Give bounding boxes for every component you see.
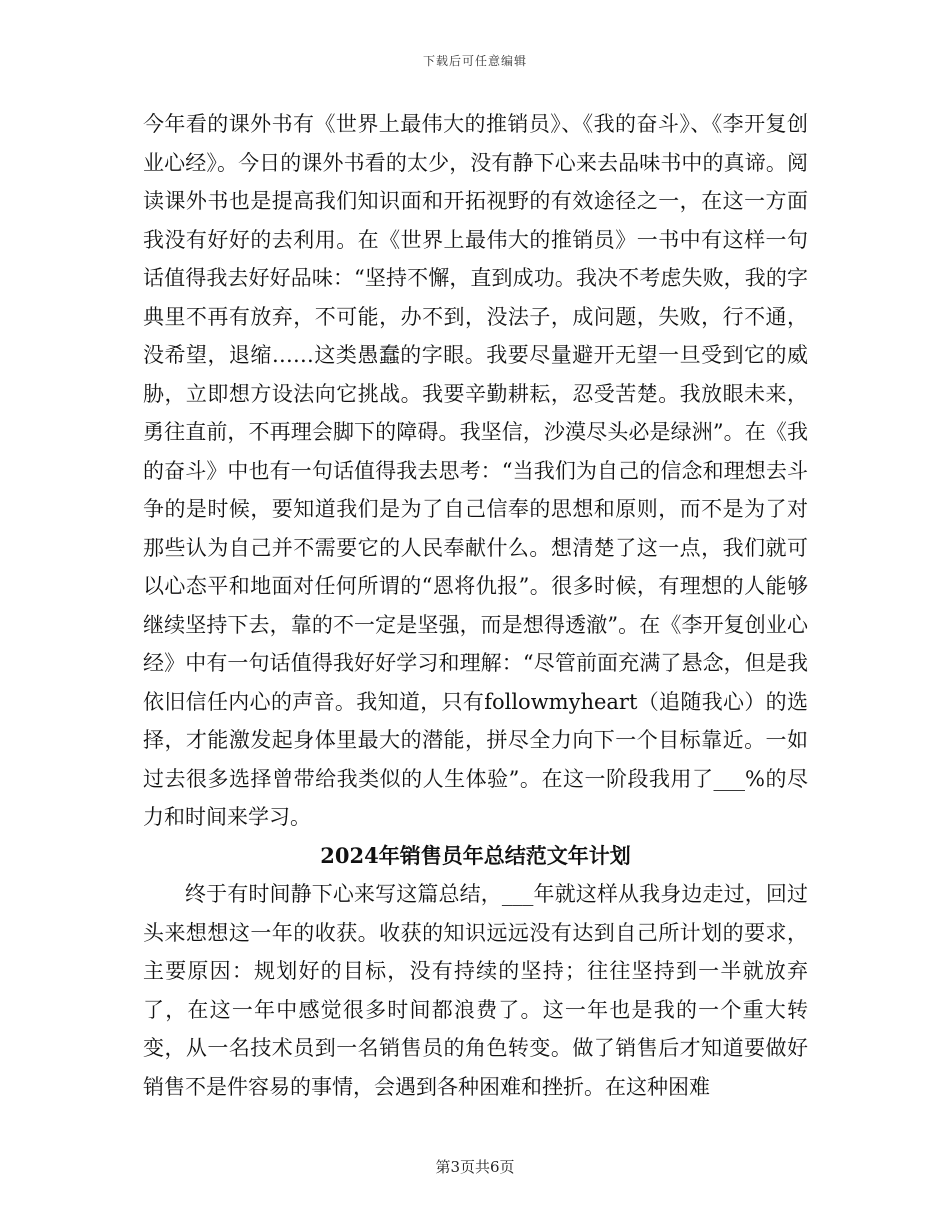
- page-number: 第3页共6页: [435, 1158, 515, 1176]
- body-paragraph: 终于有时间静下心来写这篇总结，___年就这样从我身边走过，回过头来想想这一年的收获。收获的知识远远没有达到自己所计划的要求，主要原因：规划好的目标，没有持续的坚持；往往坚持到一半就放弃了，在这一年中感觉很多时间都浪费了。这一年也是我的一个重大转变，从一名技术员到一名销售员的角色转变。做了销售后才知道要做好销售不是件容易的事情，会遇到各种困难和挫折。在这种困难: [143, 882, 808, 1099]
- page-header: 下载后可任意编辑: [422, 54, 527, 68]
- body-paragraph: 今年看的课外书有《世界上最伟大的推销员》、《我的奋斗》、《李开复创业心经》。今日的课外书看的太少，没有静下心来去品味书中的真谛。阅读课外书也是提高我们知识面和开拓视野的有效途径之一，在这一方面我没有好好的去利用。在《世界上最伟大的推销员》一书中有这样一句话值得我去好好品味：“坚持不懈，直到成功。我决不考虑失败，我的字典里不再有放弃，不可能，办不到，没法子，成问题，失败，行不通，没希望，退缩……这类愚蠢的字眼。我要尽量避开无望一旦受到它的威胁，立即想方设法向它挑战。我要辛勤耕耘，忍受苦楚。我放眼未来，勇往直前，不再理会脚下的障碍。我坚信，沙漠尽头必是绿洲”。在《我的奋斗》中也有一句话值得我去思考：“当我们为自己的信念和理想去斗争的是时候，要知道我们是为了自己信奉的思想和原则，而不是为了对那些认为自己并不需要它的人民奉献什么。想清楚了这一点，我们就可以心态平和地面对任何所谓的“恩将仇报”。很多时候，有理想的人能够继续坚持下去，靠的不一定是坚强，而是想得透澈”。在《李开复创业心经》中有一句话值得我好好学习和理解：“尽管前面充满了悬念，但是我依旧信任内心的声音。我知道，只有followmyheart（追随我心）的选择，才能激发起身体里最大的潜能，拼尽全力向下一个目标靠近。一如过去很多选择曾带给我类似的人生体验”。在这一阶段我用了___%的尽力和时间来学习。: [143, 112, 808, 829]
- section-title: 2024年销售员年总结范文年计划: [320, 842, 631, 868]
- document-body: [143, 105, 808, 1106]
